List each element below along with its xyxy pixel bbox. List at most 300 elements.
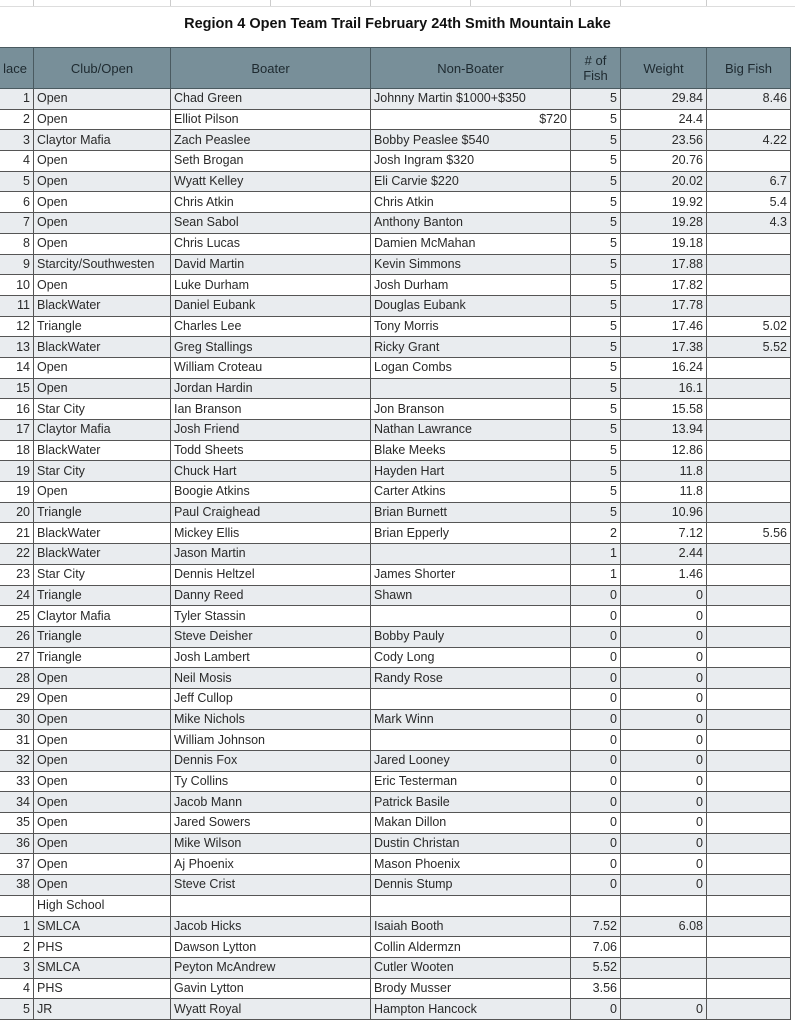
fish-count-cell[interactable]: 5 [571,357,621,378]
fish-count-cell[interactable]: 0 [571,647,621,668]
place-cell[interactable]: 4 [0,978,34,999]
big-fish-cell[interactable] [707,482,791,503]
fish-count-cell[interactable]: 5 [571,233,621,254]
place-cell[interactable]: 19 [0,482,34,503]
club-cell[interactable]: Open [34,357,171,378]
club-cell[interactable]: Star City [34,399,171,420]
fish-count-cell[interactable]: 0 [571,709,621,730]
nonboater-cell[interactable]: Patrick Basile [371,792,571,813]
boater-cell[interactable]: Seth Brogan [171,151,371,172]
club-cell[interactable]: Open [34,151,171,172]
fish-count-cell[interactable]: 5 [571,130,621,151]
boater-cell[interactable]: Jordan Hardin [171,378,371,399]
club-cell[interactable]: BlackWater [34,440,171,461]
big-fish-cell[interactable] [707,957,791,978]
place-cell[interactable] [0,895,34,916]
boater-cell[interactable]: Jason Martin [171,544,371,565]
fish-count-cell[interactable]: 5 [571,420,621,441]
fish-count-cell[interactable]: 0 [571,792,621,813]
nonboater-cell[interactable]: Jared Looney [371,751,571,772]
nonboater-cell[interactable]: Logan Combs [371,357,571,378]
big-fish-cell[interactable] [707,688,791,709]
club-cell[interactable]: Open [34,709,171,730]
place-cell[interactable]: 28 [0,668,34,689]
club-cell[interactable]: Triangle [34,626,171,647]
nonboater-cell[interactable]: Ricky Grant [371,337,571,358]
boater-cell[interactable]: Chris Atkin [171,192,371,213]
club-cell[interactable]: Claytor Mafia [34,420,171,441]
place-cell[interactable]: 1 [0,916,34,937]
place-cell[interactable]: 1 [0,89,34,110]
place-cell[interactable]: 35 [0,813,34,834]
big-fish-cell[interactable] [707,420,791,441]
boater-cell[interactable]: William Johnson [171,730,371,751]
nonboater-cell[interactable] [371,688,571,709]
boater-cell[interactable]: Chris Lucas [171,233,371,254]
club-cell[interactable]: Open [34,751,171,772]
fish-count-cell[interactable]: 5 [571,275,621,296]
boater-cell[interactable]: William Croteau [171,357,371,378]
fish-count-cell[interactable]: 5 [571,254,621,275]
big-fish-cell[interactable]: 8.46 [707,89,791,110]
fish-count-cell[interactable]: 0 [571,606,621,627]
big-fish-cell[interactable] [707,461,791,482]
big-fish-cell[interactable] [707,109,791,130]
big-fish-cell[interactable] [707,295,791,316]
place-cell[interactable]: 5 [0,999,34,1020]
fish-count-cell[interactable]: 0 [571,688,621,709]
boater-cell[interactable]: Chuck Hart [171,461,371,482]
place-cell[interactable]: 15 [0,378,34,399]
big-fish-cell[interactable] [707,978,791,999]
boater-cell[interactable]: Gavin Lytton [171,978,371,999]
weight-cell[interactable]: 0 [621,813,707,834]
weight-cell[interactable]: 17.88 [621,254,707,275]
big-fish-cell[interactable] [707,668,791,689]
big-fish-cell[interactable] [707,378,791,399]
place-cell[interactable]: 31 [0,730,34,751]
header-weight[interactable]: Weight [621,48,707,89]
boater-cell[interactable]: Jeff Cullop [171,688,371,709]
club-cell[interactable]: Open [34,688,171,709]
weight-cell[interactable]: 13.94 [621,420,707,441]
place-cell[interactable]: 36 [0,833,34,854]
boater-cell[interactable]: Dennis Fox [171,751,371,772]
weight-cell[interactable]: 19.18 [621,233,707,254]
boater-cell[interactable]: Dawson Lytton [171,937,371,958]
header-club[interactable]: Club/Open [34,48,171,89]
place-cell[interactable]: 14 [0,357,34,378]
weight-cell[interactable]: 0 [621,709,707,730]
header-nonboater[interactable]: Non-Boater [371,48,571,89]
big-fish-cell[interactable] [707,916,791,937]
nonboater-cell[interactable]: Carter Atkins [371,482,571,503]
big-fish-cell[interactable] [707,502,791,523]
club-cell[interactable]: Open [34,875,171,896]
weight-cell[interactable]: 0 [621,668,707,689]
nonboater-cell[interactable]: Mark Winn [371,709,571,730]
nonboater-cell[interactable]: Cody Long [371,647,571,668]
nonboater-cell[interactable]: Cutler Wooten [371,957,571,978]
nonboater-cell[interactable]: Brody Musser [371,978,571,999]
nonboater-cell[interactable]: Bobby Peaslee $540 [371,130,571,151]
fish-count-cell[interactable]: 5 [571,151,621,172]
big-fish-cell[interactable] [707,564,791,585]
place-cell[interactable]: 34 [0,792,34,813]
club-cell[interactable]: Open [34,213,171,234]
weight-cell[interactable] [621,957,707,978]
weight-cell[interactable]: 0 [621,792,707,813]
fish-count-cell[interactable]: 7.06 [571,937,621,958]
place-cell[interactable]: 18 [0,440,34,461]
big-fish-cell[interactable] [707,254,791,275]
big-fish-cell[interactable] [707,813,791,834]
boater-cell[interactable]: Ian Branson [171,399,371,420]
big-fish-cell[interactable] [707,875,791,896]
fish-count-cell[interactable]: 0 [571,730,621,751]
fish-count-cell[interactable]: 5 [571,378,621,399]
weight-cell[interactable]: 23.56 [621,130,707,151]
boater-cell[interactable]: David Martin [171,254,371,275]
place-cell[interactable]: 22 [0,544,34,565]
place-cell[interactable]: 25 [0,606,34,627]
place-cell[interactable]: 5 [0,171,34,192]
boater-cell[interactable]: Mike Nichols [171,709,371,730]
nonboater-cell[interactable]: Eric Testerman [371,771,571,792]
place-cell[interactable]: 20 [0,502,34,523]
place-cell[interactable]: 19 [0,461,34,482]
fish-count-cell[interactable]: 5 [571,502,621,523]
big-fish-cell[interactable] [707,440,791,461]
big-fish-cell[interactable] [707,357,791,378]
place-cell[interactable]: 12 [0,316,34,337]
big-fish-cell[interactable]: 4.22 [707,130,791,151]
place-cell[interactable]: 37 [0,854,34,875]
boater-cell[interactable]: Greg Stallings [171,337,371,358]
big-fish-cell[interactable]: 5.52 [707,337,791,358]
club-cell[interactable]: Star City [34,564,171,585]
club-cell[interactable]: Star City [34,461,171,482]
nonboater-cell[interactable]: Collin Aldermzn [371,937,571,958]
boater-cell[interactable]: Steve Deisher [171,626,371,647]
boater-cell[interactable]: Todd Sheets [171,440,371,461]
fish-count-cell[interactable]: 5 [571,295,621,316]
boater-cell[interactable]: Jacob Mann [171,792,371,813]
boater-cell[interactable]: Chad Green [171,89,371,110]
club-cell[interactable]: BlackWater [34,523,171,544]
fish-count-cell[interactable]: 5 [571,109,621,130]
club-cell[interactable]: BlackWater [34,295,171,316]
fish-count-cell[interactable]: 5 [571,337,621,358]
nonboater-cell[interactable] [371,895,571,916]
club-cell[interactable]: Open [34,833,171,854]
place-cell[interactable]: 3 [0,130,34,151]
boater-cell[interactable]: Josh Friend [171,420,371,441]
boater-cell[interactable]: Mike Wilson [171,833,371,854]
club-cell[interactable]: Open [34,89,171,110]
weight-cell[interactable]: 19.92 [621,192,707,213]
weight-cell[interactable]: 20.02 [621,171,707,192]
club-cell[interactable]: Claytor Mafia [34,130,171,151]
big-fish-cell[interactable]: 5.02 [707,316,791,337]
club-cell[interactable]: Open [34,233,171,254]
place-cell[interactable]: 13 [0,337,34,358]
nonboater-cell[interactable]: Dennis Stump [371,875,571,896]
place-cell[interactable]: 16 [0,399,34,420]
fish-count-cell[interactable]: 5 [571,399,621,420]
place-cell[interactable]: 4 [0,151,34,172]
boater-cell[interactable]: Peyton McAndrew [171,957,371,978]
header-fish[interactable]: # of Fish [571,48,621,89]
fish-count-cell[interactable]: 0 [571,875,621,896]
big-fish-cell[interactable] [707,585,791,606]
place-cell[interactable]: 8 [0,233,34,254]
big-fish-cell[interactable] [707,606,791,627]
weight-cell[interactable]: 2.44 [621,544,707,565]
boater-cell[interactable]: Steve Crist [171,875,371,896]
club-cell[interactable]: Open [34,854,171,875]
big-fish-cell[interactable] [707,792,791,813]
weight-cell[interactable]: 0 [621,999,707,1020]
nonboater-cell[interactable]: Bobby Pauly [371,626,571,647]
fish-count-cell[interactable]: 0 [571,813,621,834]
place-cell[interactable]: 38 [0,875,34,896]
place-cell[interactable]: 26 [0,626,34,647]
boater-cell[interactable]: Wyatt Royal [171,999,371,1020]
weight-cell[interactable]: 7.12 [621,523,707,544]
fish-count-cell[interactable]: 0 [571,751,621,772]
big-fish-cell[interactable] [707,730,791,751]
weight-cell[interactable] [621,978,707,999]
place-cell[interactable]: 6 [0,192,34,213]
big-fish-cell[interactable]: 4.3 [707,213,791,234]
nonboater-cell[interactable]: Shawn [371,585,571,606]
fish-count-cell[interactable]: 0 [571,771,621,792]
nonboater-cell[interactable]: Josh Durham [371,275,571,296]
club-cell[interactable]: Open [34,813,171,834]
boater-cell[interactable] [171,895,371,916]
fish-count-cell[interactable]: 5 [571,316,621,337]
weight-cell[interactable]: 0 [621,626,707,647]
fish-count-cell[interactable]: 2 [571,523,621,544]
weight-cell[interactable]: 1.46 [621,564,707,585]
club-cell[interactable]: Claytor Mafia [34,606,171,627]
boater-cell[interactable]: Daniel Eubank [171,295,371,316]
club-cell[interactable]: Starcity/Southwesten [34,254,171,275]
nonboater-cell[interactable] [371,730,571,751]
fish-count-cell[interactable]: 5 [571,482,621,503]
nonboater-cell[interactable]: Hayden Hart [371,461,571,482]
club-cell[interactable]: High School [34,895,171,916]
big-fish-cell[interactable]: 6.7 [707,171,791,192]
weight-cell[interactable]: 17.46 [621,316,707,337]
weight-cell[interactable] [621,937,707,958]
place-cell[interactable]: 30 [0,709,34,730]
nonboater-cell[interactable]: James Shorter [371,564,571,585]
club-cell[interactable]: Open [34,378,171,399]
club-cell[interactable]: Triangle [34,647,171,668]
boater-cell[interactable]: Jared Sowers [171,813,371,834]
big-fish-cell[interactable]: 5.56 [707,523,791,544]
nonboater-cell[interactable]: Tony Morris [371,316,571,337]
boater-cell[interactable]: Mickey Ellis [171,523,371,544]
nonboater-cell[interactable]: Hampton Hancock [371,999,571,1020]
nonboater-cell[interactable]: Makan Dillon [371,813,571,834]
weight-cell[interactable]: 0 [621,585,707,606]
weight-cell[interactable]: 0 [621,647,707,668]
big-fish-cell[interactable] [707,275,791,296]
nonboater-cell[interactable]: Douglas Eubank [371,295,571,316]
place-cell[interactable]: 27 [0,647,34,668]
place-cell[interactable]: 3 [0,957,34,978]
nonboater-cell[interactable] [371,606,571,627]
club-cell[interactable]: Open [34,109,171,130]
place-cell[interactable]: 2 [0,937,34,958]
big-fish-cell[interactable] [707,833,791,854]
weight-cell[interactable]: 6.08 [621,916,707,937]
fish-count-cell[interactable]: 0 [571,833,621,854]
big-fish-cell[interactable] [707,544,791,565]
place-cell[interactable]: 17 [0,420,34,441]
weight-cell[interactable]: 17.38 [621,337,707,358]
nonboater-cell[interactable]: Blake Meeks [371,440,571,461]
fish-count-cell[interactable] [571,895,621,916]
boater-cell[interactable]: Tyler Stassin [171,606,371,627]
boater-cell[interactable]: Wyatt Kelley [171,171,371,192]
weight-cell[interactable]: 11.8 [621,482,707,503]
header-boater[interactable]: Boater [171,48,371,89]
place-cell[interactable]: 11 [0,295,34,316]
weight-cell[interactable]: 17.78 [621,295,707,316]
weight-cell[interactable]: 0 [621,751,707,772]
nonboater-cell[interactable] [371,544,571,565]
place-cell[interactable]: 29 [0,688,34,709]
fish-count-cell[interactable]: 0 [571,668,621,689]
weight-cell[interactable]: 0 [621,854,707,875]
weight-cell[interactable]: 0 [621,606,707,627]
nonboater-cell[interactable]: Chris Atkin [371,192,571,213]
boater-cell[interactable]: Dennis Heltzel [171,564,371,585]
nonboater-cell[interactable]: Mason Phoenix [371,854,571,875]
boater-cell[interactable]: Ty Collins [171,771,371,792]
fish-count-cell[interactable]: 1 [571,544,621,565]
weight-cell[interactable]: 11.8 [621,461,707,482]
place-cell[interactable]: 9 [0,254,34,275]
nonboater-cell[interactable]: Kevin Simmons [371,254,571,275]
boater-cell[interactable]: Zach Peaslee [171,130,371,151]
weight-cell[interactable]: 0 [621,688,707,709]
weight-cell[interactable]: 12.86 [621,440,707,461]
club-cell[interactable]: BlackWater [34,337,171,358]
fish-count-cell[interactable]: 1 [571,564,621,585]
big-fish-cell[interactable] [707,647,791,668]
place-cell[interactable]: 10 [0,275,34,296]
club-cell[interactable]: Open [34,668,171,689]
big-fish-cell[interactable] [707,937,791,958]
big-fish-cell[interactable]: 5.4 [707,192,791,213]
nonboater-cell[interactable]: $720 [371,109,571,130]
weight-cell[interactable]: 16.24 [621,357,707,378]
club-cell[interactable]: SMLCA [34,957,171,978]
boater-cell[interactable]: Aj Phoenix [171,854,371,875]
weight-cell[interactable]: 0 [621,875,707,896]
big-fish-cell[interactable] [707,233,791,254]
boater-cell[interactable]: Boogie Atkins [171,482,371,503]
place-cell[interactable]: 32 [0,751,34,772]
fish-count-cell[interactable]: 5 [571,192,621,213]
fish-count-cell[interactable]: 0 [571,626,621,647]
club-cell[interactable]: Open [34,192,171,213]
weight-cell[interactable]: 15.58 [621,399,707,420]
big-fish-cell[interactable] [707,709,791,730]
place-cell[interactable]: 21 [0,523,34,544]
weight-cell[interactable]: 29.84 [621,89,707,110]
nonboater-cell[interactable]: Nathan Lawrance [371,420,571,441]
boater-cell[interactable]: Neil Mosis [171,668,371,689]
club-cell[interactable]: Triangle [34,585,171,606]
fish-count-cell[interactable]: 5.52 [571,957,621,978]
boater-cell[interactable]: Danny Reed [171,585,371,606]
fish-count-cell[interactable]: 7.52 [571,916,621,937]
fish-count-cell[interactable]: 3.56 [571,978,621,999]
nonboater-cell[interactable]: Johnny Martin $1000+$350 [371,89,571,110]
fish-count-cell[interactable]: 5 [571,171,621,192]
club-cell[interactable]: PHS [34,937,171,958]
club-cell[interactable]: Open [34,482,171,503]
fish-count-cell[interactable]: 0 [571,854,621,875]
club-cell[interactable]: Open [34,171,171,192]
boater-cell[interactable]: Charles Lee [171,316,371,337]
club-cell[interactable]: Open [34,730,171,751]
boater-cell[interactable]: Elliot Pilson [171,109,371,130]
club-cell[interactable]: Open [34,792,171,813]
nonboater-cell[interactable]: Brian Epperly [371,523,571,544]
boater-cell[interactable]: Sean Sabol [171,213,371,234]
header-place[interactable]: lace [0,48,34,89]
boater-cell[interactable]: Luke Durham [171,275,371,296]
club-cell[interactable]: Triangle [34,316,171,337]
big-fish-cell[interactable] [707,626,791,647]
fish-count-cell[interactable]: 5 [571,461,621,482]
weight-cell[interactable]: 19.28 [621,213,707,234]
place-cell[interactable]: 7 [0,213,34,234]
big-fish-cell[interactable] [707,751,791,772]
club-cell[interactable]: Open [34,275,171,296]
club-cell[interactable]: SMLCA [34,916,171,937]
club-cell[interactable]: BlackWater [34,544,171,565]
weight-cell[interactable]: 0 [621,771,707,792]
fish-count-cell[interactable]: 5 [571,89,621,110]
big-fish-cell[interactable] [707,771,791,792]
boater-cell[interactable]: Josh Lambert [171,647,371,668]
header-bigfish[interactable]: Big Fish [707,48,791,89]
nonboater-cell[interactable]: Jon Branson [371,399,571,420]
weight-cell[interactable]: 0 [621,730,707,751]
big-fish-cell[interactable] [707,854,791,875]
nonboater-cell[interactable]: Josh Ingram $320 [371,151,571,172]
boater-cell[interactable]: Paul Craighead [171,502,371,523]
fish-count-cell[interactable]: 5 [571,213,621,234]
weight-cell[interactable]: 17.82 [621,275,707,296]
big-fish-cell[interactable] [707,895,791,916]
weight-cell[interactable]: 10.96 [621,502,707,523]
fish-count-cell[interactable]: 0 [571,585,621,606]
nonboater-cell[interactable]: Damien McMahan [371,233,571,254]
club-cell[interactable]: Triangle [34,502,171,523]
club-cell[interactable]: JR [34,999,171,1020]
nonboater-cell[interactable]: Brian Burnett [371,502,571,523]
nonboater-cell[interactable]: Anthony Banton [371,213,571,234]
